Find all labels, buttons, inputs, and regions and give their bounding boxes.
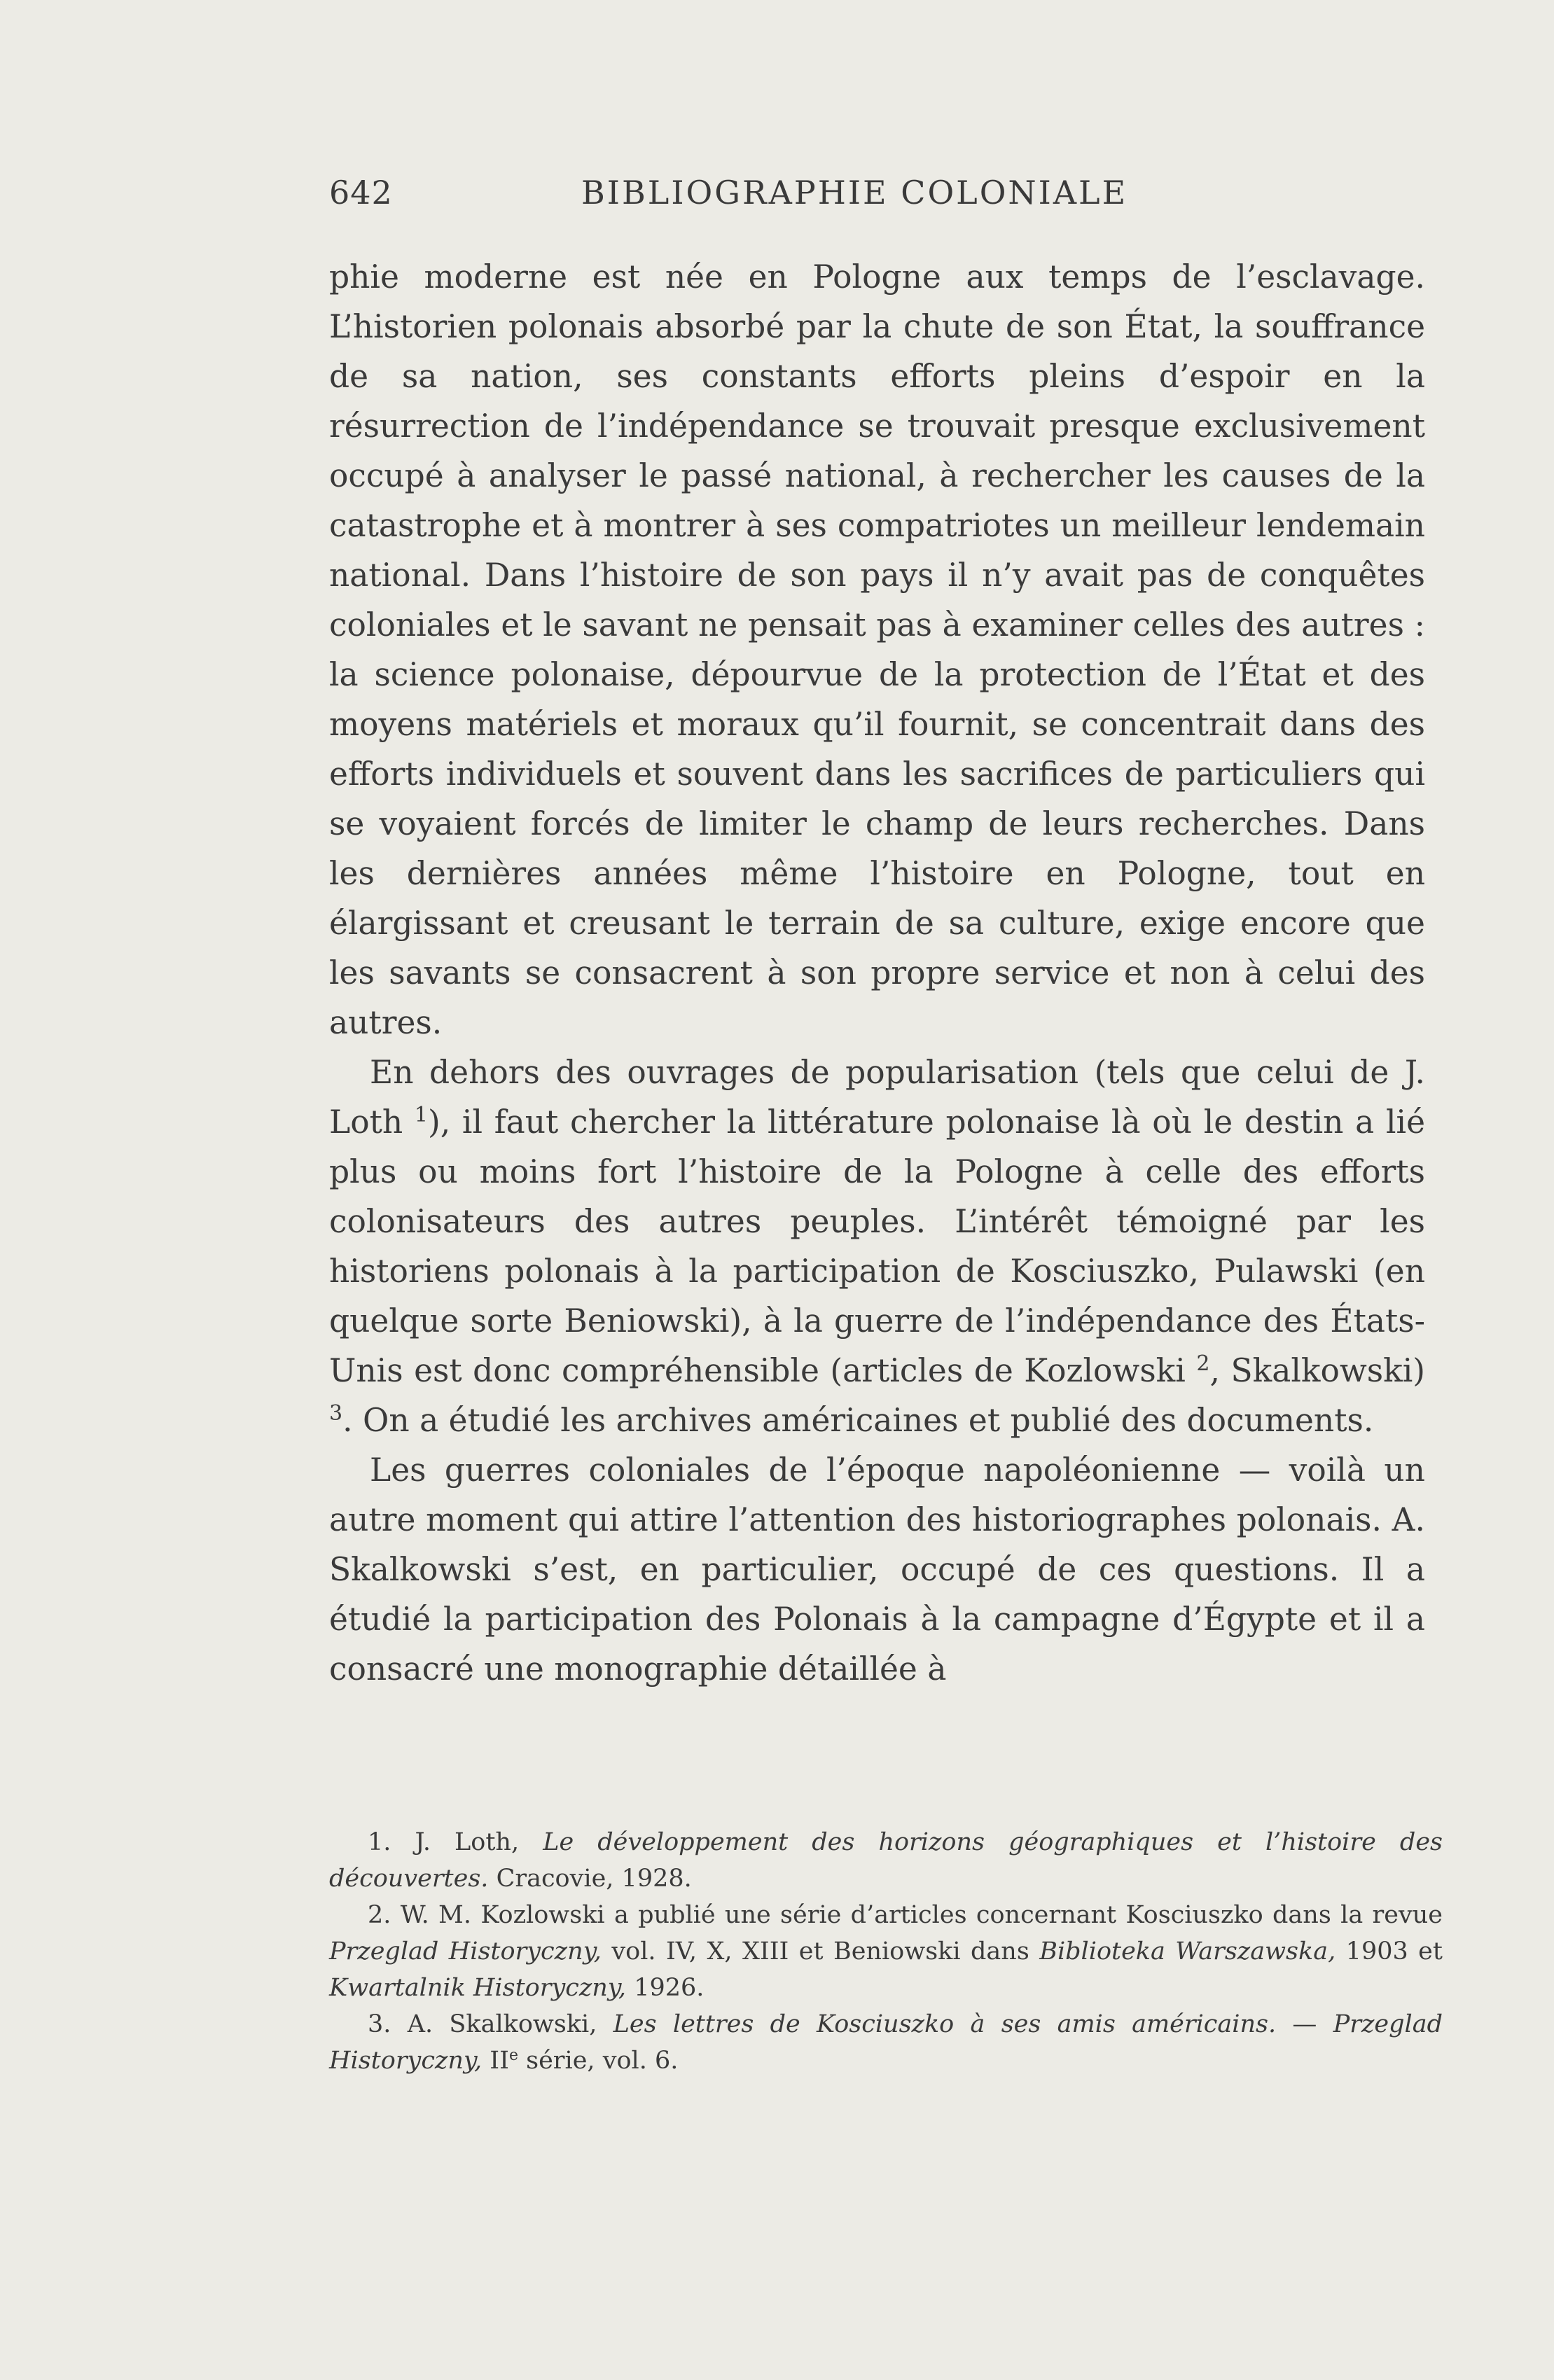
footnote-3-series-roman: II (490, 2047, 509, 2075)
footnote-2-journal-3: Kwartalnik Historyczny, (329, 1974, 627, 2002)
paragraph-2-text-b: ), il faut chercher la littérature polonaise là où le destin a lié plus ou moins fort l’histoire de la Pologne à celle des efforts colonisateurs des autres peuples. L’intérêt témoigné par les historiens polonais à la participation de Kosciuszko, Pulawski (en quelque sorte Beniowski), à la guerre de l’indépendance des États-Unis est donc compréhensible (articles de Kozlowski (329, 1104, 1426, 1389)
footnote-1-author: J. Loth, (415, 1828, 520, 1856)
footnote-ref-1: 1 (414, 1103, 429, 1127)
footnote-3-series-sup: e (508, 2047, 518, 2064)
footnote-2-text-a: W. M. Kozlowski a publié une série d’articles concernant Kosciuszko dans la revue (400, 1901, 1443, 1929)
footnote-1-number: 1. (368, 1828, 391, 1856)
page-number: 642 (329, 174, 393, 211)
paragraph-1: phie moderne est née en Pologne aux temps de l’esclavage. L’historien polonais absorbé par la chute de son État, la souffrance de sa nation, ses constants efforts pleins d’espoir en la résurrection de l’indépendance se trouvait presque exclusivement occupé à analyser le passé national, à rechercher les causes de la catastrophe et à montrer à ses compatriotes un meilleur lendemain national. Dans l’histoire de son pays il n’y avait pas de conquêtes coloniales et le savant ne pensait pas à examiner celles des autres : la science polonaise, dépourvue de la protection de l’État et des moyens matériels et moraux qu’il fournit, se concentrait dans des efforts individuels et souvent dans les sacrifices de particuliers qui se voyaient forcés de limiter le champ de leurs recherches. Dans les dernières années même l’histoire en Pologne, tout en élargissant et creusant le terrain de sa culture, exige encore que les savants se consacrent à son propre service et non à celui des autres. (329, 258, 1425, 1041)
paragraph-2-text-c: , Skalkowski) (1209, 1352, 1426, 1389)
running-title: BIBLIOGRAPHIE COLONIALE (581, 174, 1128, 211)
footnotes (329, 1824, 1443, 2079)
footnote-3 (329, 2006, 1443, 2079)
body-text (329, 252, 1425, 1694)
footnote-3-number: 3. (368, 2010, 391, 2038)
footnote-2-text-c: 1903 et (1345, 1937, 1443, 1965)
footnote-2-text-b: vol. IV, X, XIII et Beniowski dans (611, 1937, 1029, 1965)
footnote-1-title: Le développement des horizons géographiques et l’histoire des découvertes. (329, 1828, 1443, 1893)
paragraph-2 (329, 1048, 1425, 1445)
footnote-2-journal-2: Biblioteka Warszawska, (1039, 1937, 1336, 1965)
footnote-ref-2: 2 (1196, 1351, 1210, 1376)
paragraph-2-text-d: . On a étudié les archives américaines et publié des documents. (342, 1402, 1374, 1439)
footnote-1 (329, 1824, 1443, 1897)
footnote-3-author: A. Skalkowski, (407, 2010, 597, 2038)
paragraph-2-text-a: En dehors des ouvrages de popularisation (tels que celui de J. Loth (329, 1054, 1425, 1141)
footnote-2-text-d: 1926. (634, 1974, 705, 2002)
footnote-3-series (490, 2047, 518, 2075)
footnote-2 (329, 1897, 1443, 2006)
footnote-ref-3: 3 (329, 1401, 343, 1426)
page-header (329, 174, 1429, 223)
paragraph-3: Les guerres coloniales de l’époque napoléonienne — voilà un autre moment qui attire l’attention des historiographes polonais. A. Skalkowski s’est, en particulier, occupé de ces questions. Il a étudié la participation des Polonais à la campagne d’Égypte et il a consacré une monographie détaillée à (329, 1452, 1425, 1687)
footnote-3-dash: — (1292, 2010, 1317, 2038)
footnote-2-number: 2. (368, 1901, 391, 1929)
footnote-1-rest: Cracovie, 1928. (496, 1865, 692, 1893)
footnote-2-journal-1: Przeglad Historyczny, (329, 1937, 602, 1965)
footnote-3-title: Les lettres de Kosciuszko à ses amis américains. (613, 2010, 1277, 2038)
footnote-3-rest: série, vol. 6. (526, 2047, 679, 2075)
footnote-3-journal: Przeglad Historyczny, (329, 2010, 1443, 2075)
